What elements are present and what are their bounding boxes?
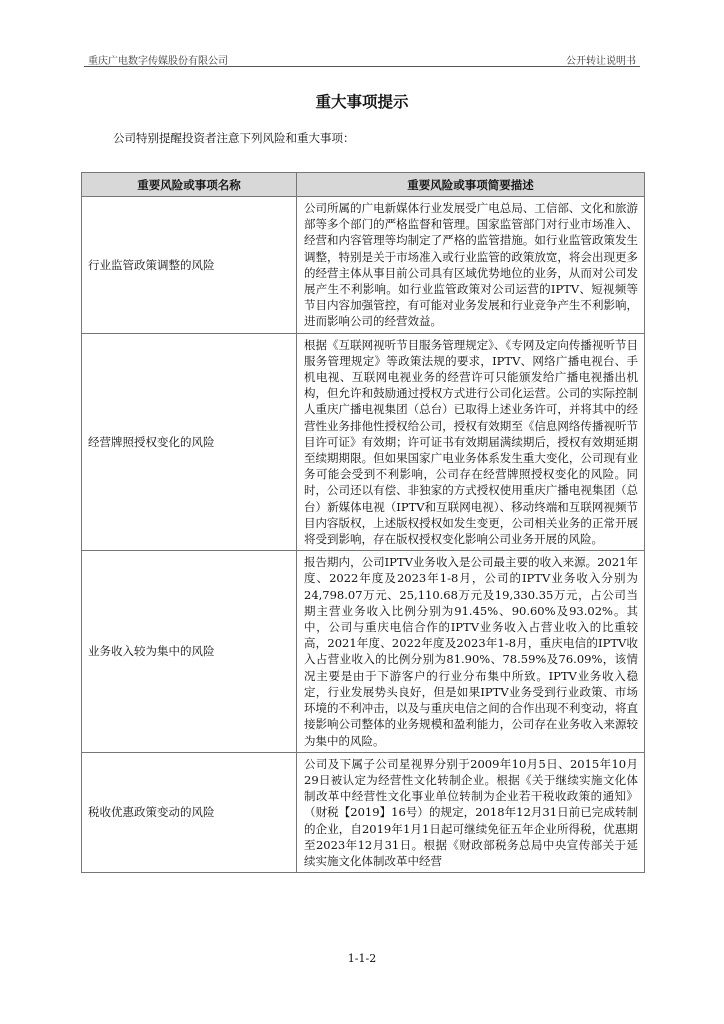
risk-name: 税收优惠政策变动的风险 <box>82 752 297 872</box>
risk-description: 公司所属的广电新媒体行业发展受广电总局、工信部、文化和旅游部等多个部门的严格监督和管理。国家监管部门对行业市场准入、经营和内容管理等均制定了严格的监管措施。如行业监管政策发生调整，特别是关于市场准入或行业监管的政策放宽，将会出现更多的经营主体从事目前公司具有区域优势地位的业务，从而对公司发展产生不利影响。如行业监管政策对公司运营的IPTV、短视频等节目内容加强管控，有可能对业务发展和行业竞争产生不利影响，进而影响公司的经营效益。 <box>297 197 645 334</box>
risk-name: 经营牌照授权变化的风险 <box>82 333 297 551</box>
column-header-description: 重要风险或事项简要描述 <box>297 173 645 197</box>
table-row <box>82 197 645 334</box>
table-row <box>82 333 645 551</box>
table-header-row <box>82 173 645 197</box>
risk-description: 根据《互联网视听节目服务管理规定》、《专网及定向传播视听节目服务管理规定》等政策法规的要求，IPTV、网络广播电视台、手机电视、互联网电视业务的经营许可只能颁发给广播电视播出机构，但允许和鼓励通过授权方式进行公司化运营。公司的实际控制人重庆广播电视集团（总台）已取得上述业务许可，并将其中的经营性业务排他性授权给公司，授权有效期至《信息网络传播视听节目许可证》有效期；许可证书有效期届满续期后，授权有效期延期至续期期限。但如果国家广电业务体系发生重大变化，公司现有业务可能会受到不利影响，公司存在经营牌照授权变化的风险。同时，公司还以有偿、非独家的方式授权使用重庆广播电视集团（总台）新媒体电视（IPTV和互联网电视）、移动终端和互联网视频节目内容版权，上述版权授权如发生变更，公司相关业务的正常开展将受到影响，存在版权授权变化影响公司业务开展的风险。 <box>297 333 645 551</box>
risk-name: 行业监管政策调整的风险 <box>82 197 297 334</box>
risk-description: 报告期内，公司IPTV业务收入是公司最主要的收入来源。2021年度、2022年度及2023年1-8月，公司的IPTV业务收入分别为24,798.07万元、25,110.68万元及19,330.35万元，占公司当期主营业务收入比例分别为91.45%、90.60%及93.02%。其中，公司与重庆电信合作的IPTV业务收入占营业收入的比重较高，2021年度、2022年度及2023年1-8月，重庆电信的IPTV收入占营业收入的比例分别为81.90%、78.59%及76.09%，该情况主要是由于下游客户的行业分布集中所致。IPTV业务收入稳定，行业发展势头良好，但是如果IPTV业务受到行业政策、市场环境的不利冲击，以及与重庆电信之间的合作出现不利变动，将直接影响公司整体的业务规模和盈利能力，公司存在业务收入来源较为集中的风险。 <box>297 551 645 752</box>
risk-name: 业务收入较为集中的风险 <box>82 551 297 752</box>
risk-description: 公司及下属子公司星视界分别于2009年10月5日、2015年10月29日被认定为经营性文化转制企业。根据《关于继续实施文化体制改革中经营性文化事业单位转制为企业若干税收政策的通知》（财税【2019】16号）的规定，2018年12月31日前已完成转制的企业，自2019年1月1日起可继续免征五年企业所得税，优惠期至2023年12月31日。根据《财政部税务总局中央宣传部关于延续实施文化体制改革中经营 <box>297 752 645 872</box>
header-divider <box>84 66 640 67</box>
header-company-name: 重庆广电数字传媒股份有限公司 <box>88 56 228 67</box>
risk-table <box>81 172 645 873</box>
column-header-name: 重要风险或事项名称 <box>82 173 297 197</box>
table-row <box>82 551 645 752</box>
table-row <box>82 752 645 872</box>
page-title: 重大事项提示 <box>315 93 409 111</box>
header-document-type: 公开转让说明书 <box>566 56 636 67</box>
page-number: 1-1-2 <box>347 952 377 965</box>
intro-paragraph: 公司特别提醒投资者注意下列风险和重大事项： <box>113 131 355 145</box>
